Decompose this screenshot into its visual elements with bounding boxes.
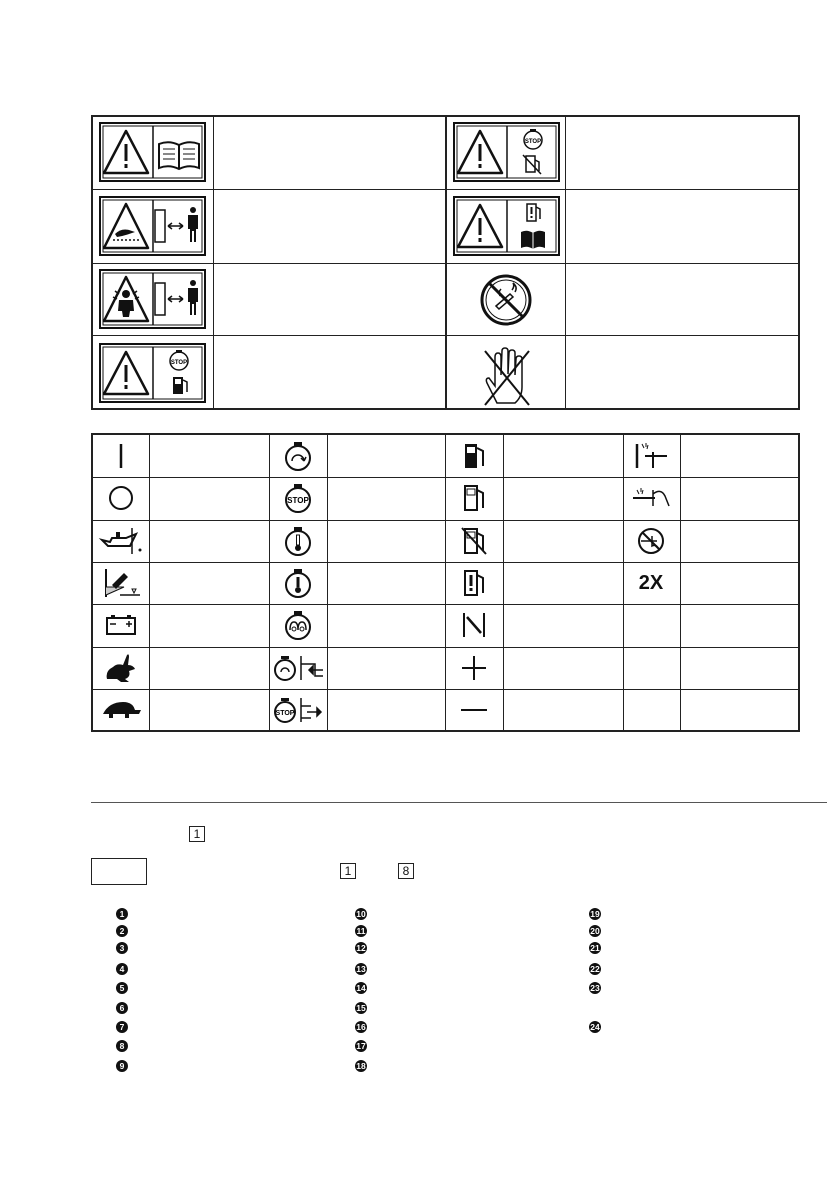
switch-off-icon — [94, 478, 148, 518]
fuel-full-icon — [447, 436, 501, 476]
warning-fuel-read-manual-icon — [453, 196, 560, 256]
svg-text:STOP: STOP — [170, 360, 188, 366]
no-smoking-no-fire-icon — [478, 272, 534, 328]
throttle-lever-icon — [447, 605, 501, 645]
callout-badge: 14 — [356, 983, 366, 993]
callout-badge: 7 — [116, 1021, 128, 1033]
ref-box-range-start: 1 — [340, 863, 356, 879]
callout-badge: 21 — [590, 943, 600, 953]
callout-badge: 17 — [356, 1041, 366, 1051]
callout-badge: 11 — [356, 926, 366, 936]
callout-badge: 9 — [116, 1060, 128, 1072]
callout-badge: 3 — [116, 942, 128, 954]
choke-off-icon — [624, 478, 678, 518]
callout-badge: 5 — [116, 982, 128, 994]
callout-badge: 12 — [356, 943, 366, 953]
warning-hand-cut-keep-distance-icon — [99, 196, 206, 256]
rabbit-fast-icon — [94, 648, 148, 688]
callout-badge: 20 — [590, 926, 600, 936]
warning-stop-engine-fuel-icon — [99, 343, 206, 403]
callout-badge: 13 — [356, 964, 366, 974]
plus-icon — [447, 648, 501, 688]
callout-badge: 15 — [356, 1003, 366, 1013]
callout-badge: 23 — [590, 983, 600, 993]
section-divider — [91, 802, 827, 803]
battery-icon — [94, 605, 148, 645]
engine-start-position-icon — [271, 648, 325, 688]
callout-badge: 1 — [116, 908, 128, 920]
callout-badge: 8 — [116, 1040, 128, 1052]
warning-stop-engine-no-refuel-icon — [453, 122, 560, 182]
oil-level-icon — [94, 521, 148, 561]
ref-box-range-end: 8 — [398, 863, 414, 879]
fuel-empty-icon — [447, 478, 501, 518]
no-hands-icon — [477, 343, 537, 409]
engine-stop-position-icon — [271, 690, 325, 730]
engine-temp-icon — [271, 521, 325, 561]
svg-text:STOP: STOP — [524, 139, 542, 145]
turtle-slow-icon — [94, 690, 148, 730]
engine-temp-high-icon — [271, 563, 325, 603]
note-box — [91, 858, 147, 885]
no-fuel-icon — [447, 521, 501, 561]
callout-badge: 24 — [590, 1022, 600, 1032]
callout-badge: 4 — [116, 963, 128, 975]
choke-on-icon — [624, 436, 678, 476]
callout-badge: 16 — [356, 1022, 366, 1032]
engine-stop-icon — [271, 478, 325, 518]
callout-badge: 10 — [356, 909, 366, 919]
warning-read-manual-icon — [99, 122, 206, 182]
callout-badge: 22 — [590, 964, 600, 974]
minus-icon — [447, 690, 501, 730]
engine-glow-icon — [271, 605, 325, 645]
spark-plug-icon — [94, 563, 148, 603]
ref-box-1: 1 — [189, 826, 205, 842]
no-choke-icon — [624, 521, 678, 561]
symbols-table — [91, 433, 800, 732]
twice-label — [624, 563, 678, 603]
callout-badge: 2 — [116, 925, 128, 937]
switch-on-icon — [94, 436, 148, 476]
callout-badge: 19 — [590, 909, 600, 919]
twice-text: 2X — [638, 571, 664, 594]
warning-thrown-objects-keep-distance-icon — [99, 269, 206, 329]
engine-start-icon — [271, 436, 325, 476]
warning-labels-table — [91, 115, 800, 410]
svg-text:STOP: STOP — [275, 710, 295, 717]
callout-badge: 6 — [116, 1002, 128, 1014]
fuel-warning-icon — [447, 563, 501, 603]
svg-text:STOP: STOP — [287, 496, 309, 505]
callout-badge: 18 — [356, 1061, 366, 1071]
